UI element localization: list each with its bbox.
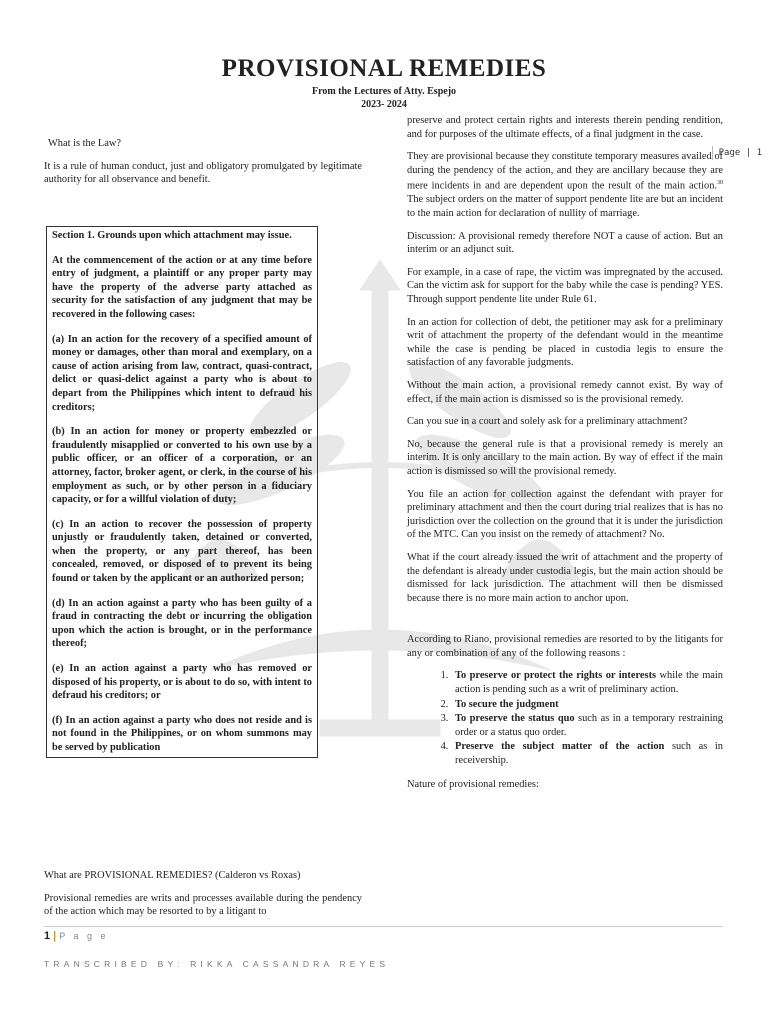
reasons-list xyxy=(407,669,723,767)
para-5: In an action for collection of debt, the petitioner may ask for a preliminary writ of attachment the property of the defendant would in the meantime while the case is pending be placed in custodia legis to ensure the satisfaction of any favorable judgments. xyxy=(407,316,723,369)
answer-provisional: Provisional remedies are writs and processes available during the pendency of the action which may be resorted to by a litigant to xyxy=(44,892,362,918)
right-column xyxy=(407,114,723,800)
ground-e: (e) In an action against a party who has removed or disposed of his property, or is about to do so, with intent to defraud his creditors; or xyxy=(52,663,312,702)
para-8: No, because the general rule is that a provisional remedy is merely an interim. It is only ancillary to the main action. By way of effect if the main action is dismissed so will the provisional remedy. xyxy=(407,438,723,477)
question-law: What is the Law? xyxy=(48,138,121,149)
ground-c: (c) In an action to recover the possession of property unjustly or fraudulently taken, detained or converted, when the property, or any part thereof, has been concealed, removed, or disposed of to prevent its being found or taken by the applicant or an authorized person; xyxy=(52,518,312,585)
para-10: What if the court already issued the writ of attachment and the property of the defendant is already under custodia legis, but the main action should be dismissed for lack jurisdiction. The attachment will then be dismissed because there is no more main action to anchor upon. xyxy=(407,551,723,604)
side-page-tag: Page | 1 xyxy=(712,146,768,160)
para-1: preserve and protect certain rights and interests therein pending rendition, and for purposes of the ultimate effects, of a final judgment in the case. xyxy=(407,115,723,140)
reason-item: 3. To preserve the status quo such as in a temporary restraining order or a status quo order. xyxy=(451,712,723,739)
reason-item: 4. Preserve the subject matter of the action such as in receivership. xyxy=(451,740,723,767)
left-column-top xyxy=(44,137,362,196)
para-9: You file an action for collection against the defendant with prayer for preliminary attachment and then the court during trial realizes that is has no jurisdiction over the collection on the ground that it is under the jurisdiction of the MTC. Can you insist on the remedy of attachment? No. xyxy=(407,488,723,541)
footer-credit: TRANSCRIBED BY: RIKKA CASSANDRA REYES xyxy=(44,959,390,969)
ground-d: (d) In an action against a party who has been guilty of a fraud in contracting the debt or incurring the obligation upon which the action is brought, or in the performance thereof; xyxy=(52,597,312,650)
para-12: Nature of provisional remedies: xyxy=(407,778,539,790)
box-heading: Section 1. Grounds upon which attachment may issue. xyxy=(52,230,292,241)
lecture-credit: From the Lectures of Atty. Espejo xyxy=(311,86,457,97)
document-title: PROVISIONAL REMEDIES xyxy=(221,55,547,82)
para-3: Discussion: A provisional remedy therefore NOT a cause of action. But an interim or an adjunct suit. xyxy=(407,230,723,256)
para-2: They are provisional because they constitute temporary measures availed of during the pendency of the action, and they are ancillary because they are mere incidents in and are dependent upon the result of the main action.$^{30}$ The subject orders on the matter of support pendente lite are but an incident to the main action for declaration of nullity of marriage. xyxy=(407,151,723,220)
ground-a: (a) In an action for the recovery of a specified amount of money or damages, other than moral and exemplary, on a cause of action arising from law, contract, quasi-contract, delict or quasi-delict against a party who is about to depart from the Philippines which intent to defraud his creditors; xyxy=(52,333,312,413)
reason-item: 2. To secure the judgment xyxy=(451,698,723,712)
academic-year: 2023- 2024 xyxy=(361,99,407,110)
section-1-box xyxy=(46,226,318,758)
box-intro: At the commencement of the action or at any time before entry of judgment, a plaintiff or any proper party may have the property of the adverse party attached as security for the satisfaction of any judgment that may be recovered in the following cases: xyxy=(52,254,312,320)
question-provisional: What are PROVISIONAL REMEDIES? (Calderon vs Roxas) xyxy=(44,870,301,881)
answer-law: It is a rule of human conduct, just and obligatory promulgated by legitimate authority for all observance and benefit. xyxy=(44,160,362,186)
ground-f: (f) In an action against a party who does not reside and is not found in the Philippines, or on whom summons may be served by publication xyxy=(52,714,312,753)
footer-page-number: 1 | P a g e xyxy=(44,930,109,942)
para-4: For example, in a case of rape, the victim was impregnated by the accused. Can the victim ask for support for the baby while the case is pending? YES. Through support pendente lite under Rule 61. xyxy=(407,266,723,305)
para-7: Can you sue in a court and solely ask for a preliminary attachment? xyxy=(407,416,688,428)
para-6: Without the main action, a provisional remedy cannot exist. By way of effect, if the main action is dismissed so is the provisional remedy. xyxy=(407,379,723,405)
left-column-bottom xyxy=(44,869,362,928)
para-11: According to Riano, provisional remedies are resorted to by the litigants for any or combination of any of the following reasons : xyxy=(407,634,723,659)
reason-item: 1. To preserve or protect the rights or interests while the main action is pending such as a writ of preliminary action. xyxy=(451,669,723,696)
document-subtitle xyxy=(0,85,768,111)
ground-b: (b) In an action for money or property embezzled or fraudulently misapplied or converted to his own use by a public officer, or an officer of a corporation, or an attorney, factor, broker agent, or clerk, in the course of his employment as such, or by other person in a fiduciary capacity, or for a willful violation of duty; xyxy=(52,426,312,506)
footnote-ref: 30 xyxy=(717,180,723,187)
footer-divider xyxy=(44,926,723,927)
